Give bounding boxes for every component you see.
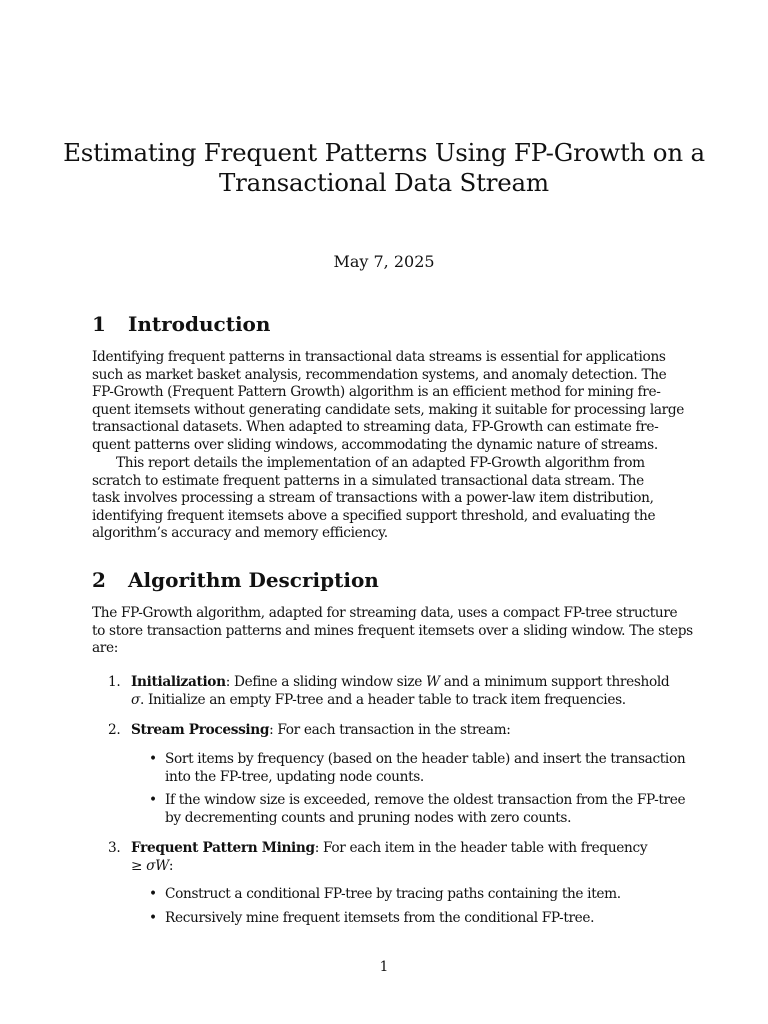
text-line: by decrementing counts and pruning nodes with zero counts. [165, 809, 572, 826]
text-line: Recursively mine frequent itemsets from the conditional FP-tree. [165, 910, 595, 926]
enum-marker: 3. [108, 840, 121, 856]
bullet-dot-icon: • [149, 751, 157, 767]
title-line-2: Transactional Data Stream [219, 168, 549, 197]
text-line: such as market basket analysis, recommendation systems, and anomaly detection. The [92, 366, 667, 383]
text-line: quent itemsets without generating candidate sets, making it suitable for processing large [92, 401, 685, 418]
step-bold-label: Frequent Pattern Mining [131, 840, 315, 856]
text-line: into the FP-tree, updating node counts. [165, 768, 424, 785]
paper-title [60, 138, 708, 198]
bullet-content [165, 792, 686, 827]
text-line: Sort items by frequency (based on the header table) and insert the transaction [165, 751, 686, 767]
enum-content [131, 840, 676, 875]
bullet-content [165, 910, 676, 928]
text-line [131, 692, 676, 710]
paragraph-intro-1 [92, 349, 685, 455]
bullet-dot-icon: • [149, 910, 157, 926]
section-heading-introduction [92, 312, 270, 336]
step-text: : For each transaction in the stream: [269, 722, 511, 738]
text-line: are: [92, 640, 119, 657]
bullet-dot-icon: • [149, 792, 157, 808]
enum-marker: 2. [108, 722, 121, 738]
step-bold-label: Initialization [131, 674, 226, 690]
text-line: scratch to estimate frequent patterns in a simulated transactional data stream. The [92, 472, 644, 489]
section-heading-algorithm-description [92, 568, 379, 592]
page-number: 1 [379, 959, 389, 975]
text-line: This report details the implementation of an adapted FP-Growth algorithm from [116, 455, 645, 471]
text-line: If the window size is exceeded, remove the oldest transaction from the FP-tree [165, 792, 686, 808]
step-bold-label: Stream Processing [131, 722, 270, 738]
text-line: Identifying frequent patterns in transactional data streams is essential for applications [92, 349, 666, 365]
math-symbol: σ [131, 691, 140, 708]
math-symbol: W [426, 674, 440, 690]
text-line [131, 722, 676, 740]
text-line: quent patterns over sliding windows, accommodating the dynamic nature of streams. [92, 436, 658, 453]
text-line: algorithm’s accuracy and memory efficiency. [92, 525, 388, 542]
section-number: 2 [92, 568, 106, 592]
text-line: Construct a conditional FP-tree by tracing paths containing the item. [165, 886, 621, 902]
math-symbol: ≥ σW [131, 857, 169, 874]
text-line: FP-Growth (Frequent Pattern Growth) algorithm is an efficient method for mining fre- [92, 384, 661, 401]
paragraph-intro-2 [92, 455, 676, 543]
step-text: : [168, 857, 174, 874]
text-line [131, 858, 676, 876]
step-text: : For each item in the header table with frequency [314, 840, 648, 856]
step-text: : Define a sliding window size [225, 674, 427, 690]
text-line [131, 840, 676, 858]
text-line: task involves processing a stream of transactions with a power-law item distribution, [92, 490, 654, 507]
text-line: identifying frequent itemsets above a specified support threshold, and evaluating the [92, 507, 656, 524]
bullet-content [165, 751, 686, 786]
text-line: transactional datasets. When adapted to streaming data, FP-Growth can estimate fre- [92, 419, 659, 436]
step-text: . Initialize an empty FP-tree and a header table to track item frequencies. [140, 691, 626, 708]
text-line: to store transaction patterns and mines frequent itemsets over a sliding window. The steps [92, 622, 693, 639]
section-number: 1 [92, 312, 106, 336]
paper-date: May 7, 2025 [333, 252, 435, 271]
title-line-1: Estimating Frequent Patterns Using FP-Growth on a [63, 138, 705, 167]
step-text: and a minimum support threshold [439, 674, 670, 690]
section-title: Algorithm Description [128, 568, 379, 592]
text-line: The FP-Growth algorithm, adapted for streaming data, uses a compact FP-tree structure [92, 605, 678, 621]
text-line [131, 674, 676, 692]
bullet-content [165, 886, 676, 904]
bullet-dot-icon: • [149, 886, 157, 902]
enum-marker: 1. [108, 674, 121, 690]
enum-content [131, 674, 676, 709]
enum-content [131, 722, 676, 740]
section-title: Introduction [128, 312, 271, 336]
paragraph-algorithm-intro [92, 605, 693, 658]
